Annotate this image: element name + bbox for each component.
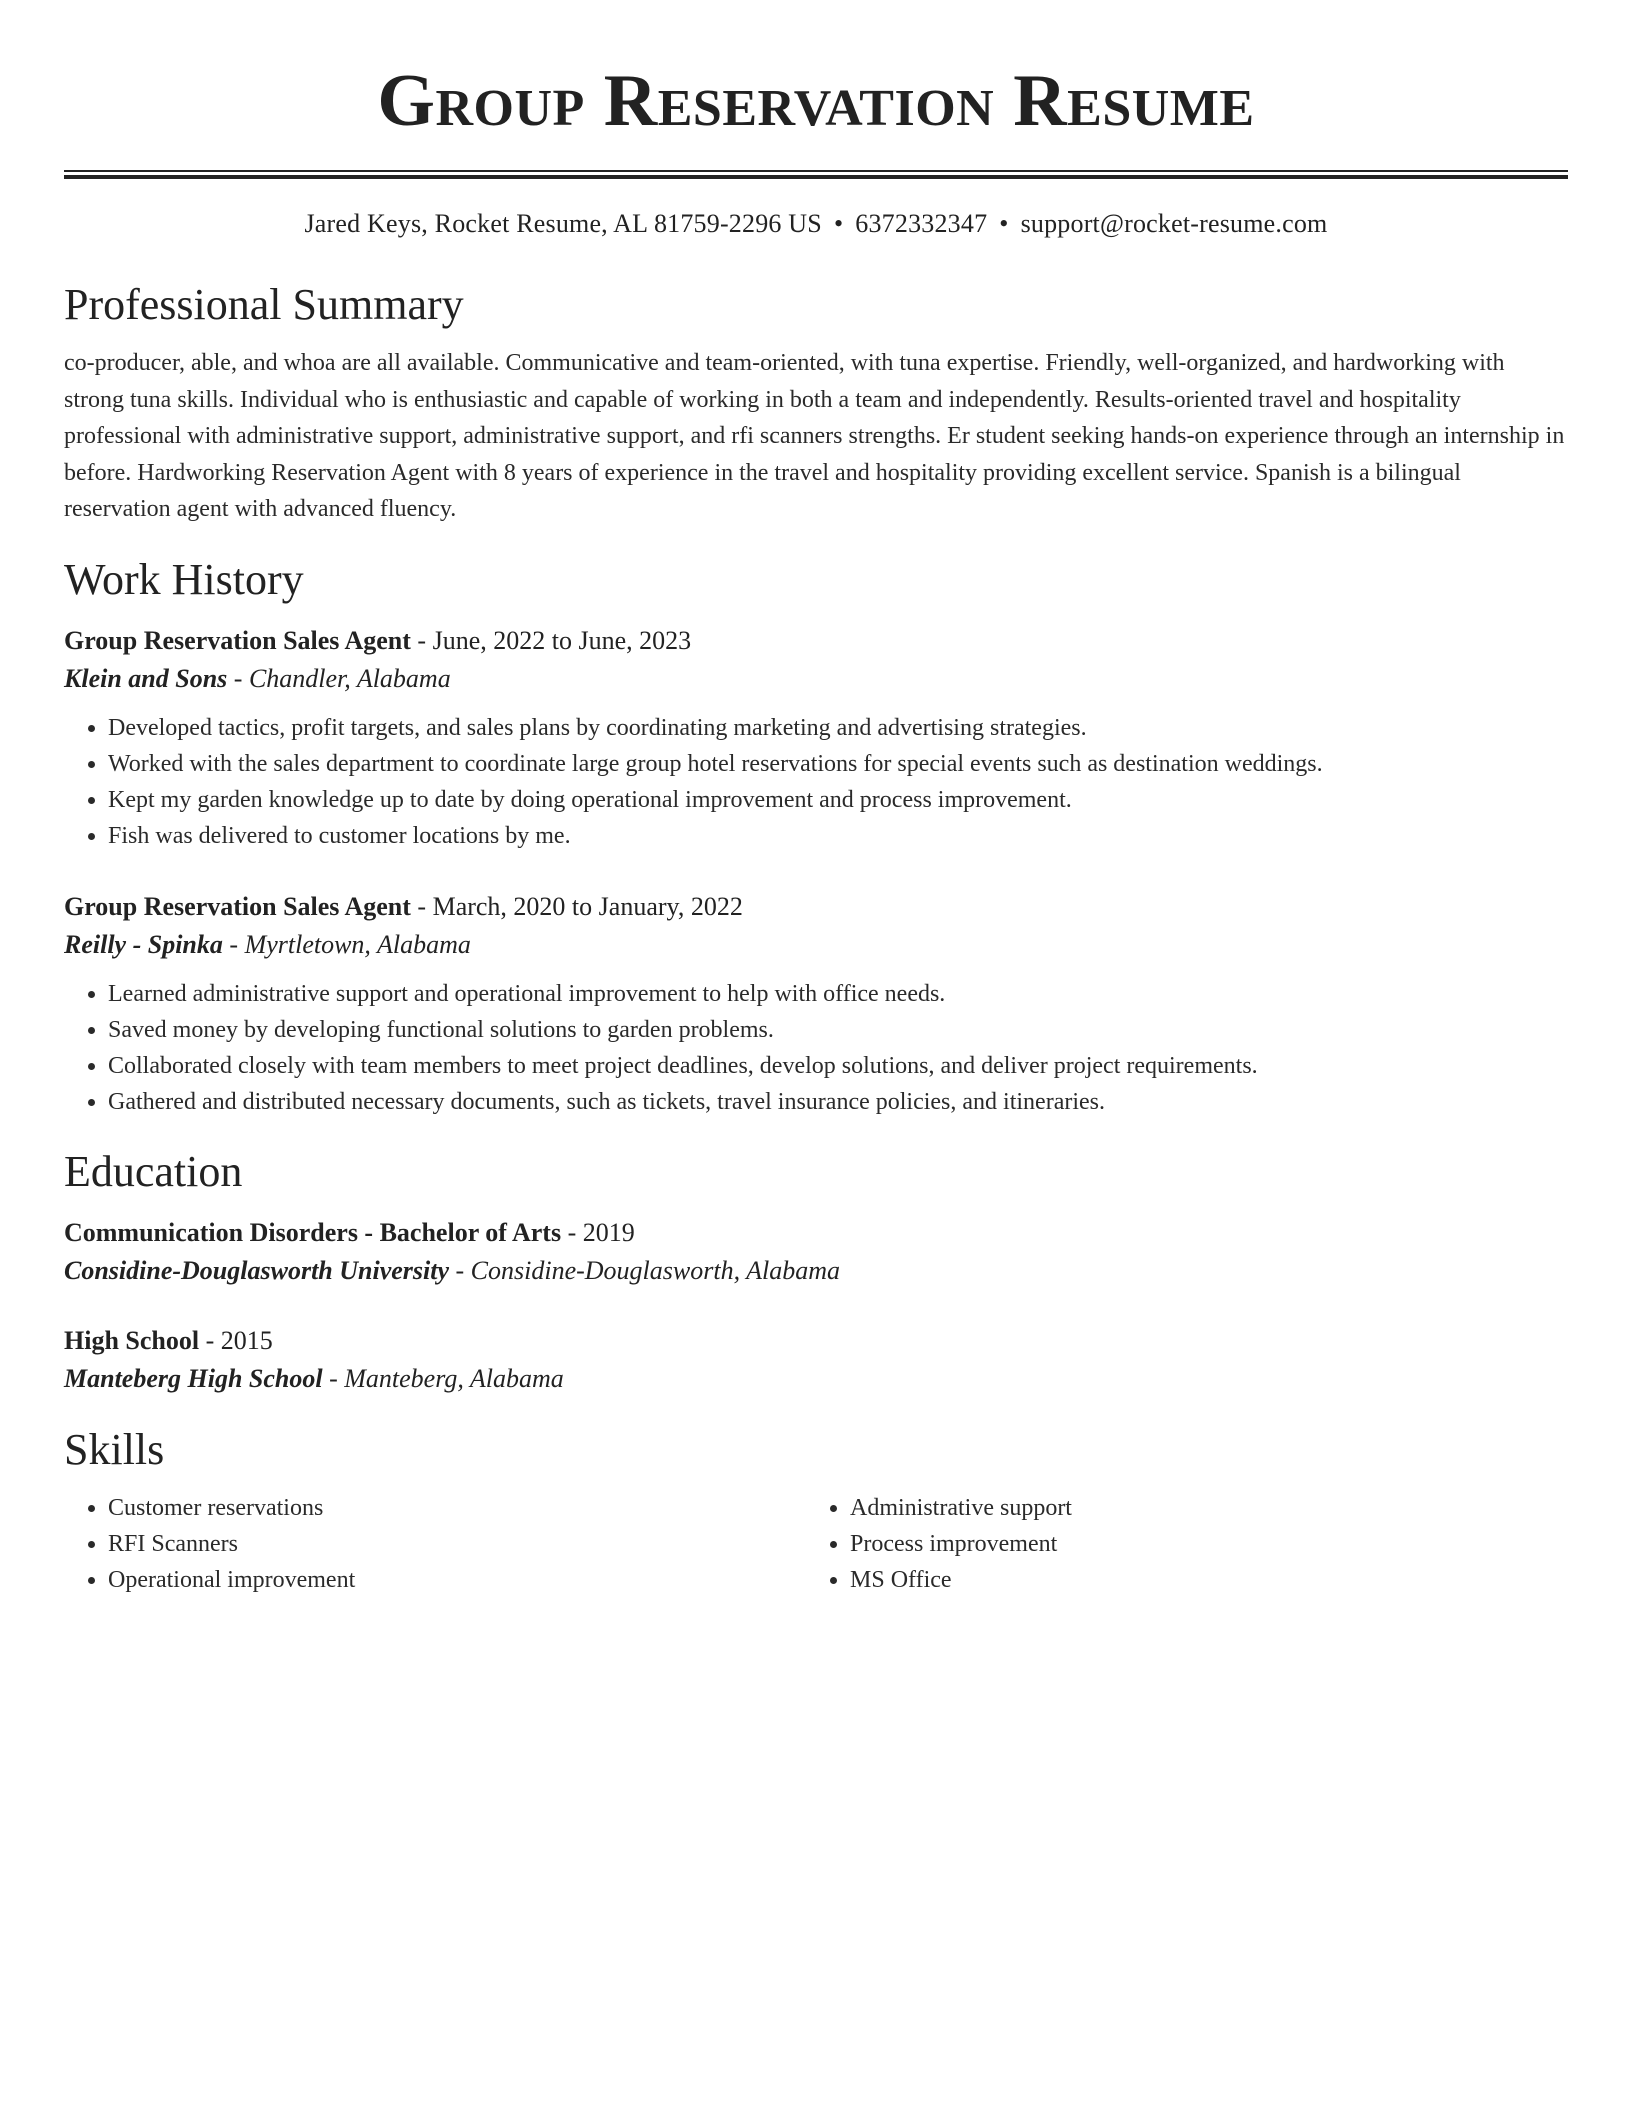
job-entry: [64, 888, 1568, 1120]
graduation-year: - 2019: [561, 1217, 635, 1247]
contact-phone: 6372332347: [855, 209, 988, 238]
job-title: Group Reservation Sales Agent: [64, 625, 411, 655]
degree: High School: [64, 1325, 200, 1355]
skill-item: • Operational improvement: [108, 1562, 806, 1598]
title-double-rule: [64, 170, 1568, 179]
degree-line: [64, 1322, 1568, 1360]
contact-separator: •: [999, 209, 1009, 238]
summary-heading: Professional Summary: [64, 280, 464, 329]
skill-item: • Customer reservations: [108, 1490, 806, 1526]
degree-line: [64, 1214, 1568, 1252]
skill-item: • MS Office: [850, 1562, 1548, 1598]
list-item: • Fish was delivered to customer locations by me.: [108, 818, 1568, 854]
list-item: • Kept my garden knowledge up to date by doing operational improvement and process improvement.: [108, 782, 1568, 818]
education-heading: Education: [64, 1146, 243, 1196]
skill-item: • Administrative support: [850, 1490, 1548, 1526]
resume-title: Group Reservation Resume: [377, 60, 1255, 142]
school-name: Manteberg High School: [64, 1363, 323, 1393]
job-dates: - June, 2022 to June, 2023: [410, 625, 692, 655]
school-name: Considine-Douglasworth University: [64, 1255, 450, 1285]
skills-heading: Skills: [64, 1424, 165, 1474]
skills-right-column: [806, 1490, 1548, 1598]
job-company: Klein and Sons: [64, 663, 228, 693]
job-title-line: [64, 888, 1568, 926]
job-entry: [64, 622, 1568, 854]
job-dates: - March, 2020 to January, 2022: [410, 891, 743, 921]
job-bullets: [64, 976, 1568, 1120]
school-line: [64, 1360, 1568, 1398]
contact-separator: •: [833, 209, 844, 238]
job-company-line: [64, 660, 1568, 698]
school-line: [64, 1252, 1568, 1290]
contact-address: Jared Keys, Rocket Resume, AL 81759-2296 US: [304, 209, 822, 238]
list-item: • Worked with the sales department to coordinate large group hotel reservations for special events such as destination weddings.: [108, 746, 1568, 782]
work-history-heading: Work History: [64, 554, 304, 604]
job-title-line: [64, 622, 1568, 660]
education-entry: [64, 1214, 1568, 1290]
list-item: • Saved money by developing functional solutions to garden problems.: [108, 1012, 1568, 1048]
list-item: • Collaborated closely with team members to meet project deadlines, develop solutions, and deliver project requirements.: [108, 1048, 1568, 1084]
skill-item: • Process improvement: [850, 1526, 1548, 1562]
school-location: - Considine-Douglasworth, Alabama: [449, 1255, 840, 1285]
job-company-line: [64, 926, 1568, 964]
degree: Communication Disorders - Bachelor of Arts: [64, 1217, 562, 1247]
skill-item: • RFI Scanners: [108, 1526, 806, 1562]
job-bullets: [64, 710, 1568, 854]
contact-line: [64, 207, 1568, 241]
education-entry: [64, 1322, 1568, 1398]
list-item: • Gathered and distributed necessary documents, such as tickets, travel insurance policies, and itineraries.: [108, 1084, 1568, 1120]
skills-columns: [64, 1490, 1568, 1598]
graduation-year: - 2015: [199, 1325, 273, 1355]
summary-text: co-producer, able, and whoa are all available. Communicative and team-oriented, with tuna expertise. Friendly, well-organized, and hardworking with strong tuna skills. Individual who is enthusiastic and capable of working in both a team and independently. Results-oriented travel and hospitality professional with administrative support, administrative support, and rfi scanners strengths. Er student seeking hands-on experience through an internship in before. Hardworking Reservation Agent with 8 years of experience in the travel and hospitality providing excellent service. Spanish is a bilingual reservation agent with advanced fluency.: [64, 350, 1565, 522]
job-location: - Chandler, Alabama: [227, 663, 451, 693]
job-title: Group Reservation Sales Agent: [64, 891, 411, 921]
job-company: Reilly - Spinka: [64, 929, 223, 959]
list-item: • Developed tactics, profit targets, and sales plans by coordinating marketing and advertising strategies.: [108, 710, 1568, 746]
skills-left-column: [64, 1490, 806, 1598]
job-location: - Myrtletown, Alabama: [222, 929, 471, 959]
school-location: - Manteberg, Alabama: [322, 1363, 564, 1393]
contact-email: support@rocket-resume.com: [1020, 209, 1328, 238]
list-item: • Learned administrative support and operational improvement to help with office needs.: [108, 976, 1568, 1012]
